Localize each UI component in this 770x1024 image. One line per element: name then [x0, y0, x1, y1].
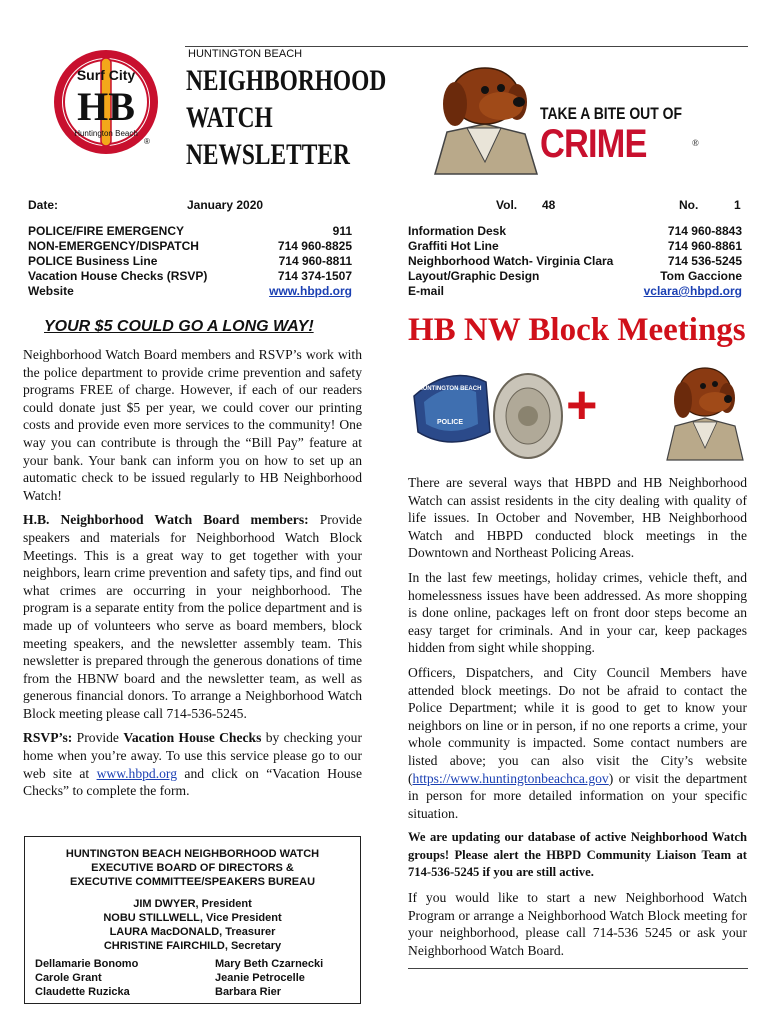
city-label: HUNTINGTON BEACH [188, 48, 303, 60]
contact-label: E-mail [408, 284, 445, 298]
contact-row [408, 224, 742, 239]
contacts-right [408, 224, 742, 299]
hbpd-link[interactable]: www.hbpd.org [96, 765, 177, 781]
newsletter-title-line-3: NEWSLETTER [186, 138, 350, 171]
contact-value: 714 960-8843 [667, 224, 742, 238]
board-member: Carole Grant [35, 972, 102, 984]
contact-row [28, 239, 352, 254]
contact-row [408, 269, 742, 284]
newsletter-title-line-1: NEIGHBORHOOD [186, 64, 387, 97]
paragraph [23, 729, 362, 799]
vol-label: Vol. [496, 198, 518, 212]
contact-value: 714 960-8861 [667, 239, 742, 253]
paragraph-text: Officers, Dispatchers, and City Council Members have attended block meetings. Do not be afraid to contact the Police Department; while it is good to get to know your neighbors on line or in person, if no one reports a crime, your whole community is impacted. Some contact numbers are listed above; you can also visit the City’s website ( [408, 664, 747, 786]
board-title-line: EXECUTIVE BOARD OF DIRECTORS & [91, 862, 294, 874]
right-heading: HB NW Block Meetings [408, 312, 746, 348]
board-officer: CHRISTINE FAIRCHILD, Secretary [103, 940, 282, 952]
contact-row [408, 284, 742, 299]
date-value: January 2020 [187, 198, 264, 212]
contact-label: Website [28, 284, 74, 298]
contact-row [28, 269, 352, 284]
board-officer: NOBU STILLWELL, Vice President [103, 912, 282, 924]
board-member: Dellamarie Bonomo [35, 958, 139, 970]
paragraph-text: Provide [72, 730, 124, 746]
slogan-reg: ® [692, 138, 699, 148]
mcgruff-dog-small-image [663, 362, 747, 462]
vol-value: 48 [542, 198, 556, 212]
board-title-line: EXECUTIVE COMMITTEE/SPEAKERS BUREAU [69, 876, 316, 888]
top-rule [185, 46, 748, 47]
police-badge-image [410, 362, 570, 462]
logo-top-text: Surf City [76, 67, 136, 83]
right-column-body [408, 474, 747, 966]
paragraph-bold: Vacation House Checks [123, 730, 262, 746]
paragraph [23, 511, 362, 722]
bottom-rule [408, 968, 748, 969]
plus-sign: + [566, 375, 598, 435]
contact-row [28, 254, 352, 269]
paragraph-text: Provide speakers and materials for Neighborhood Watch Block Meetings. This is a great way to get together with your neighbors, learn crime prevention and safety tips, and find out what crimes are occurring in your neighborhood. The program is a separate entity from the police department and is made up of volunteers who serve as board members, block meeting speakers, and the newsletter assembly team. This newsletter is prepared through the generous donations of time from the HBNW board and the newsletter team, as well as generous financial donors. To arrange a Neighborhood Watch Block meeting please call 714-536-5245. [23, 512, 363, 721]
email-link[interactable]: vclara@hbpd.org [643, 284, 742, 298]
contact-row [408, 239, 742, 254]
paragraph-text: by checking your home when you’re away. To use this service please go to our web site at [23, 730, 362, 781]
contact-value: 714 536-5245 [667, 254, 742, 268]
contact-row [28, 224, 352, 239]
contact-row [408, 254, 742, 269]
left-column-body [23, 346, 362, 807]
contact-label: Vacation House Checks (RSVP) [28, 269, 208, 283]
board-box [24, 836, 361, 1004]
board-officer: LAURA MacDONALD, Treasurer [109, 926, 276, 938]
contact-label: POLICE/FIRE EMERGENCY [28, 224, 185, 238]
board-officer: JIM DWYER, President [133, 898, 252, 910]
paragraph [408, 664, 747, 822]
board-title-line: HUNTINGTON BEACH NEIGHBORHOOD WATCH [65, 848, 320, 860]
paragraph: In the last few meetings, holiday crimes, vehicle theft, and homelessness issues have been addressed. As more shopping is done online, packages left on front door steps become an easy target for criminals. And in your car, keep packages hidden from sight while shopping. [408, 569, 747, 656]
contact-label: Information Desk [408, 224, 507, 238]
paragraph-text: ) or visit the department in person for more detailed information on your specific situation. [408, 770, 747, 821]
board-member: Claudette Ruzicka [35, 986, 130, 998]
contact-label: Graffiti Hot Line [408, 239, 499, 253]
contact-value: 911 [332, 224, 352, 238]
slogan-crime: CRIME [540, 122, 647, 166]
logo-reg: ® [144, 137, 150, 146]
board-member: Jeanie Petrocelle [215, 972, 305, 984]
no-label: No. [679, 198, 699, 212]
contact-label: NON-EMERGENCY/DISPATCH [28, 239, 199, 253]
paragraph: If you would like to start a new Neighborhood Watch Program or arrange a Neighborhood Watch Block meeting for your neighborhood, please call 714-536 5245 or ask your Neighborhood Watch Board. [408, 890, 747, 958]
date-label: Date: [28, 198, 59, 212]
slogan-top: TAKE A BITE OUT OF [540, 104, 682, 123]
no-value: 1 [734, 198, 741, 212]
contacts-left [28, 224, 352, 299]
contact-value: 714 374-1507 [277, 269, 352, 283]
paragraph-bold: We are updating our database of active Neighborhood Watch groups! Please alert the HBPD Community Liaison Team at 714-536-5245 if you are still active. [408, 830, 747, 880]
paragraph: There are several ways that HBPD and HB Neighborhood Watch can assist residents in the city dealing with quality of life issues. In October and November, HB Neighborhood Watch and HBPD conducted block meetings in the Downtown and Northeast Policing Areas. [408, 475, 747, 561]
newsletter-title-line-2: WATCH [186, 101, 273, 134]
website-link[interactable]: www.hbpd.org [269, 284, 352, 298]
paragraph-text: and click on “Vacation House Checks” to complete the form. [23, 765, 362, 799]
contact-value: Tom Gaccione [660, 269, 742, 283]
contact-label: POLICE Business Line [28, 254, 158, 268]
patch-city-text: HUNTINGTON BEACH [418, 386, 482, 392]
paragraph-lead: H.B. Neighborhood Watch Board members: [23, 512, 309, 528]
city-website-link[interactable]: https://www.huntingtonbeachca.gov [412, 770, 609, 786]
contact-row [28, 284, 352, 299]
patch-police-text: POLICE [436, 419, 464, 426]
left-heading: YOUR $5 COULD GO A LONG WAY! [44, 318, 314, 335]
mcgruff-dog-image [425, 62, 547, 177]
hb-logo [52, 48, 160, 156]
contact-label: Layout/Graphic Design [408, 269, 540, 283]
contact-value: 714 960-8811 [278, 254, 352, 268]
board-member: Barbara Rier [215, 986, 282, 998]
logo-bottom-text: Huntington Beach [74, 129, 138, 138]
board-member: Mary Beth Czarnecki [215, 958, 324, 970]
logo-letters: HB [77, 84, 135, 129]
contact-value: 714 960-8825 [277, 239, 352, 253]
paragraph: Neighborhood Watch Board members and RSVP’s work with the police department to provide crime prevention and safety programs FREE of charge. However, if each of our readers could donate just $5 per year, we could cover our printing costs and provide even more services to the community! One way you can contribute is through the “Bill Pay” feature at your bank. Your bank can inform you on how to set up an automatic check to be issued regularly to HB Neighborhood Watch! [23, 347, 362, 503]
paragraph-lead: RSVP’s: [23, 730, 73, 746]
contact-label: Neighborhood Watch- Virginia Clara [408, 254, 614, 268]
